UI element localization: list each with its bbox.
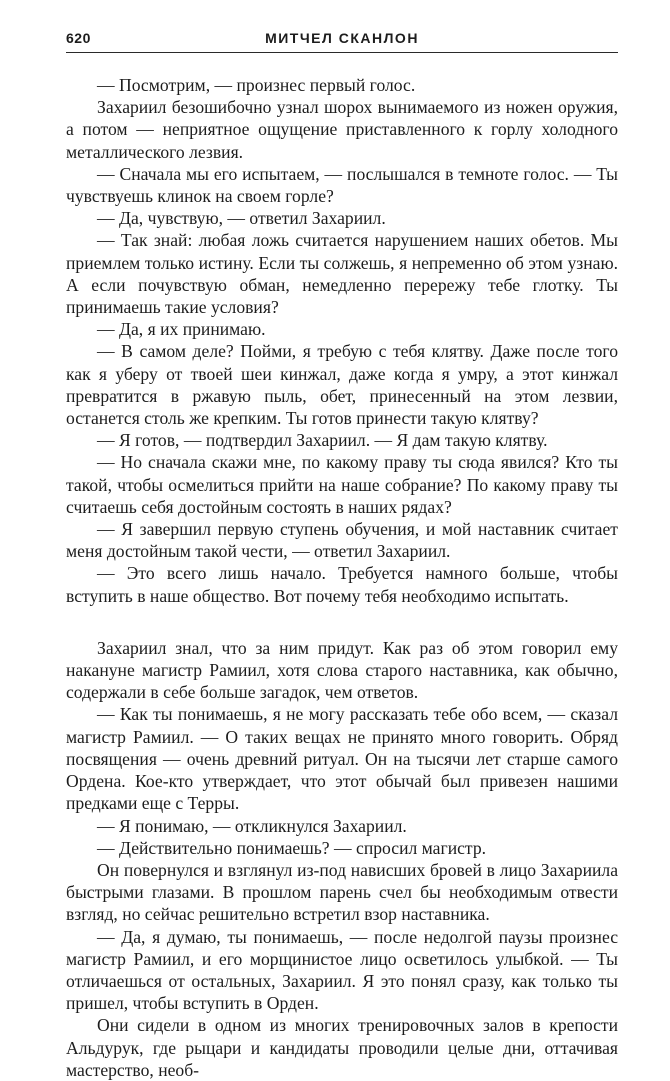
- page-number: 620: [66, 30, 91, 46]
- paragraph: — Да, я их принимаю.: [97, 319, 266, 340]
- paragraph: Они сидели в одном из многих тренировочных залов в крепости Альдурук, где рыцари и кандидаты проводили целые дни, оттачивая мастерство, необ-: [66, 1015, 618, 1080]
- paragraph: — Но сначала скажи мне, по какому праву ты сюда явился? Кто ты такой, чтобы осмелиться прийти на наше собрание? По какому праву ты считаешь себя достойным состоять в наших рядах?: [66, 452, 618, 517]
- paragraph: — Сначала мы его испытаем, — послышался в темноте голос. — Ты чувствуешь клинок на своем горле?: [66, 163, 618, 207]
- body-text: [66, 74, 618, 1081]
- paragraph: — Да, чувствую, — ответил Захариил.: [97, 208, 386, 229]
- paragraph: — Так знай: любая ложь считается нарушением наших обетов. Мы приемлем только истину. Если ты солжешь, я непременно об этом узнаю. А если почувствую обман, немедленно перережу тебе глотку. Ты принимаешь такие условия?: [66, 230, 618, 318]
- section-break: [66, 607, 618, 637]
- paragraph: — Я готов, — подтвердил Захариил. — Я дам такую клятву.: [97, 430, 548, 451]
- paragraph: — Я понимаю, — откликнулся Захариил.: [97, 815, 407, 836]
- paragraph: — Да, я думаю, ты понимаешь, — после недолгой паузы произнес магистр Рамиил, и его морщинистое лицо осветилось улыбкой. — Ты отличаешься от остальных, Захариил. Я это понял сразу, как только ты пришел, чтобы вступить в Орден.: [66, 926, 618, 1014]
- paragraph: — В самом деле? Пойми, я требую с тебя клятву. Даже после того как я уберу от твоей шеи кинжал, даже когда я умру, а этот кинжал превратится в ржавую пыль, обет, принесенный на этом лезвии, останется столь же крепким. Ты готов принести такую клятву?: [66, 341, 618, 429]
- paragraph: Он повернулся и взглянул из-под нависших бровей в лицо Захариила быстрыми глазами. В прошлом парень счел бы необходимым отвести взгляд, но сейчас решительно встретил взор наставника.: [66, 859, 618, 925]
- paragraph: — Я завершил первую ступень обучения, и мой наставник считает меня достойным такой чести, — ответил Захариил.: [66, 519, 618, 562]
- page-header: [66, 30, 618, 53]
- paragraph: — Это всего лишь начало. Требуется намного больше, чтобы вступить в наше общество. Вот почему тебя необходимо испытать.: [66, 563, 618, 606]
- paragraph: — Действительно понимаешь? — спросил магистр.: [97, 837, 487, 858]
- paragraph: Захариил знал, что за ним придут. Как раз об этом говорил ему накануне магистр Рамиил, хотя слова старого наставника, как обычно, содержали в себе больше загадок, чем ответов.: [66, 637, 618, 703]
- paragraph: Захариил безошибочно узнал шорох вынимаемого из ножен оружия, а потом — неприятное ощущение приставленного к горлу холодного металлического лезвия.: [66, 97, 618, 162]
- paragraph: — Посмотрим, — произнес первый голос.: [97, 75, 416, 95]
- paragraph: — Как ты понимаешь, я не могу рассказать тебе обо всем, — сказал магистр Рамиил. — О таких вещах не принято много говорить. Обряд посвящения — очень древний ритуал. Он на тысячи лет старше самого Ордена. Кое-кто утверждает, что этот обычай был привезен нашими предками еще с Терры.: [66, 704, 618, 814]
- running-title: МИТЧЕЛ СКАНЛОН: [265, 30, 419, 46]
